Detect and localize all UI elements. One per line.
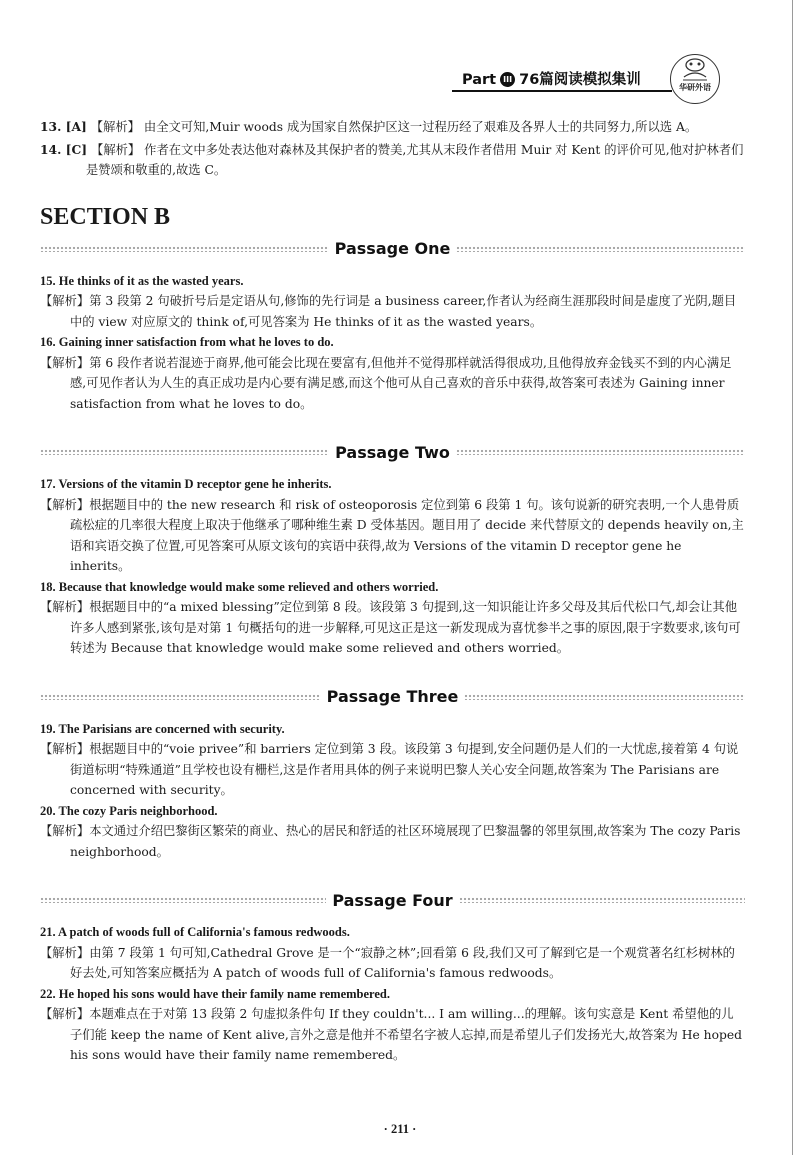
- logo-text: 华研外语: [679, 83, 711, 92]
- header-book-title: 76篇阅读模拟集训: [519, 72, 641, 88]
- passage-heading: [40, 235, 745, 263]
- part-number-badge: III: [500, 72, 515, 87]
- analysis-tag: 【解析】: [90, 120, 140, 134]
- section-title: SECTION B: [40, 203, 171, 230]
- analysis-text: 第 3 段第 2 句破折号后是定语从句,修饰的先行词是 a business career,作者认为经商生涯那段时间是虚度了光阴,题目中的 view 对应原文的 think of,可见答案为 He thinks of it as the wasted years。: [70, 294, 737, 329]
- passage-title: Passage Four: [332, 890, 453, 910]
- analysis-text: 本题难点在于对第 13 段第 2 句虚拟条件句 If they couldn't... I am willing...的理解。该句实意是 Kent 希望他的儿子们能 keep the name of Kent alive,言外之意是他并不希望名字被人忘掉,而是希望儿子们发扬光大,故答案为 He hoped his sons would have their family name remembered。: [70, 1007, 743, 1062]
- analysis-text: 第 6 段作者说若混迹于商界,他可能会比现在要富有,但他并不觉得那样就活得很成功,且他得放弃金钱买不到的内心满足感,可见作者认为人生的真正成功是内心要有满足感,而这个他可从自己喜欢的音乐中获得,故答案可表述为 Gaining inner satisfaction from what he loves to do。: [70, 355, 732, 411]
- analysis-text: 由全文可知,Muir woods 成为国家自然保护区这一过程历经了艰难及各界人士的共同努力,所以选 A。: [143, 120, 698, 134]
- answer-number: 14. [C]: [40, 141, 88, 157]
- question-answer: 16. Gaining inner satisfaction from what he loves to do.: [40, 335, 334, 349]
- question-answer: 15. He thinks of it as the wasted years.: [40, 273, 244, 288]
- question-answer: 18. Because that knowledge would make some relieved and others worried.: [40, 579, 439, 594]
- passage-title: Passage One: [334, 239, 451, 258]
- header-part: Part: [462, 72, 497, 88]
- analysis-tag: 【解析】: [40, 824, 90, 838]
- publisher-logo: [670, 54, 720, 104]
- answer-item: [40, 140, 745, 181]
- dotted-rule: [456, 449, 745, 455]
- passage-title: Passage Two: [335, 442, 450, 462]
- analysis-text: 根据题目中的 the new research 和 risk of osteoporosis 定位到第 6 段第 1 句。该句说新的研究表明,一个人患骨质疏松症的几率很大程度上取决于他继承了哪种维生素 D 受体基因。题目用了 decide 来代替原文的 depends heavily on,主语和宾语交换了位置,可见答案可从原文该句的宾语中获得,故为 Versions of the vitamin D receptor gene he inherits。: [70, 497, 744, 573]
- passage-heading: [40, 683, 745, 711]
- dotted-rule: [40, 897, 326, 903]
- analysis-tag: 【解析】: [40, 355, 90, 370]
- dotted-rule: [464, 694, 745, 700]
- analysis-text: 本文通过介绍巴黎街区繁荣的商业、热心的居民和舒适的社区环境展现了巴黎温馨的邻里氛围,故答案为 The cozy Paris neighborhood。: [70, 824, 741, 859]
- book-stack-icon: [671, 55, 719, 85]
- dotted-rule: [456, 246, 745, 252]
- dotted-rule: [40, 246, 329, 252]
- analysis-text: 由第 7 段第 1 句可知,Cathedral Grove 是一个“寂静之林”;回看第 6 段,我们又可了解到它是一个观赏著名红杉树林的好去处,可知答案应概括为 A patch of woods full of California's famous redwoods。: [70, 945, 735, 980]
- analysis: [40, 291, 745, 332]
- analysis: [40, 943, 745, 984]
- passage-heading: [40, 886, 745, 914]
- passage-title: Passage Three: [326, 687, 459, 706]
- answer-number: 13. [A]: [40, 119, 87, 134]
- analysis-tag: 【解析】: [40, 945, 90, 960]
- page-header: [452, 60, 722, 110]
- answer-item: [40, 117, 745, 138]
- analysis: [40, 821, 745, 862]
- dotted-rule: [40, 449, 329, 455]
- header-rule: [452, 90, 672, 92]
- analysis-tag: 【解析】: [40, 742, 90, 756]
- analysis-tag: 【解析】: [40, 497, 90, 512]
- dotted-rule: [40, 694, 321, 700]
- question-answer: 20. The cozy Paris neighborhood.: [40, 803, 218, 818]
- header-title: [462, 68, 641, 89]
- analysis: [40, 353, 745, 415]
- page-edge-rule: [792, 0, 793, 1155]
- question-answer: 21. A patch of woods full of California's famous redwoods.: [40, 925, 350, 939]
- analysis-text: 作者在文中多处表达他对森林及其保护者的赞美,尤其从末段作者借用 Muir 对 Kent 的评价可见,他对护林者们是赞颂和敬重的,故选 C。: [86, 142, 744, 177]
- analysis-tag: 【解析】: [40, 294, 90, 308]
- analysis-tag: 【解析】: [91, 142, 141, 157]
- question-answer: 17. Versions of the vitamin D receptor gene he inherits.: [40, 477, 332, 491]
- dotted-rule: [459, 897, 745, 903]
- analysis: [40, 739, 745, 801]
- question-answer: 22. He hoped his sons would have their family name remembered.: [40, 986, 391, 1001]
- analysis-tag: 【解析】: [40, 600, 90, 614]
- analysis: [40, 1004, 745, 1066]
- analysis-tag: 【解析】: [40, 1007, 90, 1021]
- analysis-text: 根据题目中的“voie privee”和 barriers 定位到第 3 段。该段第 3 句提到,安全问题仍是人们的一大忧虑,接着第 4 句说街道标明“特殊通道”且学校也设有栅栏,这是作者用具体的例子来说明巴黎人关心安全问题,故答案为 The Parisians are concerned with security。: [70, 742, 739, 797]
- page-number: · 211 ·: [383, 1122, 417, 1136]
- question-answer: 19. The Parisians are concerned with security.: [40, 721, 285, 736]
- analysis: [40, 597, 745, 659]
- passage-heading: [40, 438, 745, 466]
- analysis: [40, 495, 745, 577]
- page-content: [40, 117, 745, 1066]
- analysis-text: 根据题目中的“a mixed blessing”定位到第 8 段。该段第 3 句提到,这一知识能让许多父母及其后代松口气,却会让其他许多人感到紧张,该句是对第 1 句概括句的进一步解释,可见这正是这一新发现成为喜忧参半之事的原因,限于字数要求,该句可转述为 Because that knowledge would make some relieved and others worried。: [70, 600, 741, 655]
